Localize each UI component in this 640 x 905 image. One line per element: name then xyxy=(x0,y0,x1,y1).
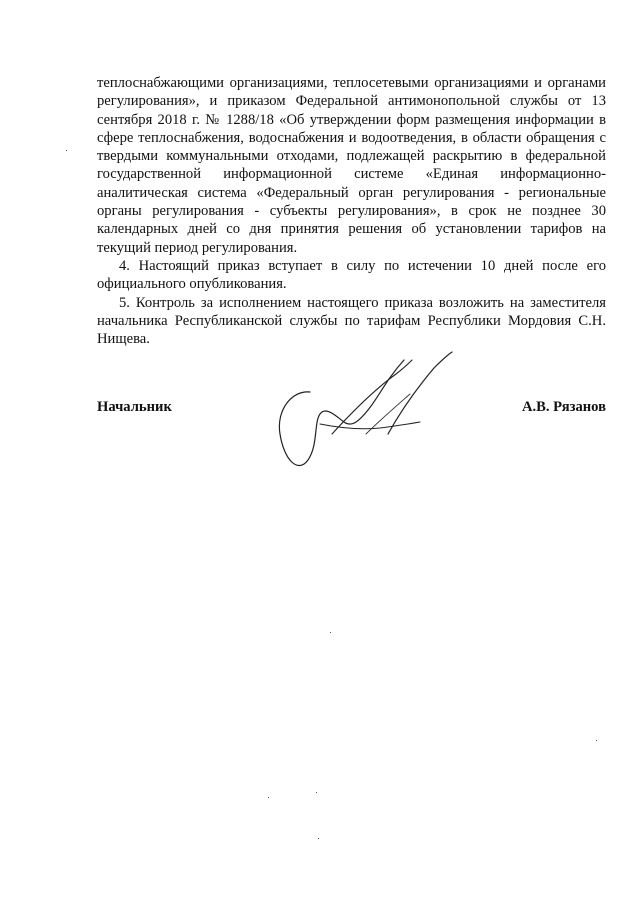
paragraph-item-5: 5. Контроль за исполнением настоящего приказа возложить на заместителя начальника Республиканской службы по тарифам Республики Мордовия С.Н. Нищева. xyxy=(97,294,606,348)
scan-speck xyxy=(268,797,269,798)
handwritten-signature xyxy=(270,350,460,490)
scan-speck xyxy=(596,740,597,741)
continuation-line-10: текущий период регулирования. xyxy=(97,239,298,256)
signatory-name: А.В. Рязанов xyxy=(521,399,606,415)
continuation-line-2: регулирования», и приказом Федеральной антимонопольной службы от xyxy=(97,93,582,110)
scan-speck xyxy=(330,632,331,633)
continuation-line-3: 13 сентября 2018 г. № 1288/18 «Об утверждении форм размещения информации xyxy=(97,93,607,128)
continuation-line-9: 30 календарных дней со дня принятия решения об установлении тарифов на xyxy=(97,203,606,238)
scan-speck xyxy=(316,792,317,793)
document-body xyxy=(97,74,606,348)
continuation-line-8: органы регулирования - субъекты регулирования», в срок не позднее xyxy=(97,203,581,220)
paragraph-item-4: 4. Настоящий приказ вступает в силу по истечении 10 дней после его официального опубликования. xyxy=(97,257,606,293)
continuation-line-4: в сфере теплоснабжения, водоснабжения и водоотведения, в области обращения xyxy=(97,111,607,146)
continuation-line-6: государственной информационной системе «Единая информационно- xyxy=(97,166,606,183)
continuation-line-1: теплоснабжающими организациями, теплосетевыми организациями и органами xyxy=(97,75,606,91)
continuation-line-7: аналитическая система «Федеральный орган регулирования - региональные xyxy=(97,184,606,201)
paragraph-continuation xyxy=(97,74,606,257)
signatory-title: Начальник xyxy=(97,399,172,415)
scan-speck xyxy=(318,838,319,839)
continuation-line-5: с твердыми коммунальными отходами, подлежащей раскрытию в федеральной xyxy=(97,129,606,165)
scan-speck xyxy=(66,150,67,151)
